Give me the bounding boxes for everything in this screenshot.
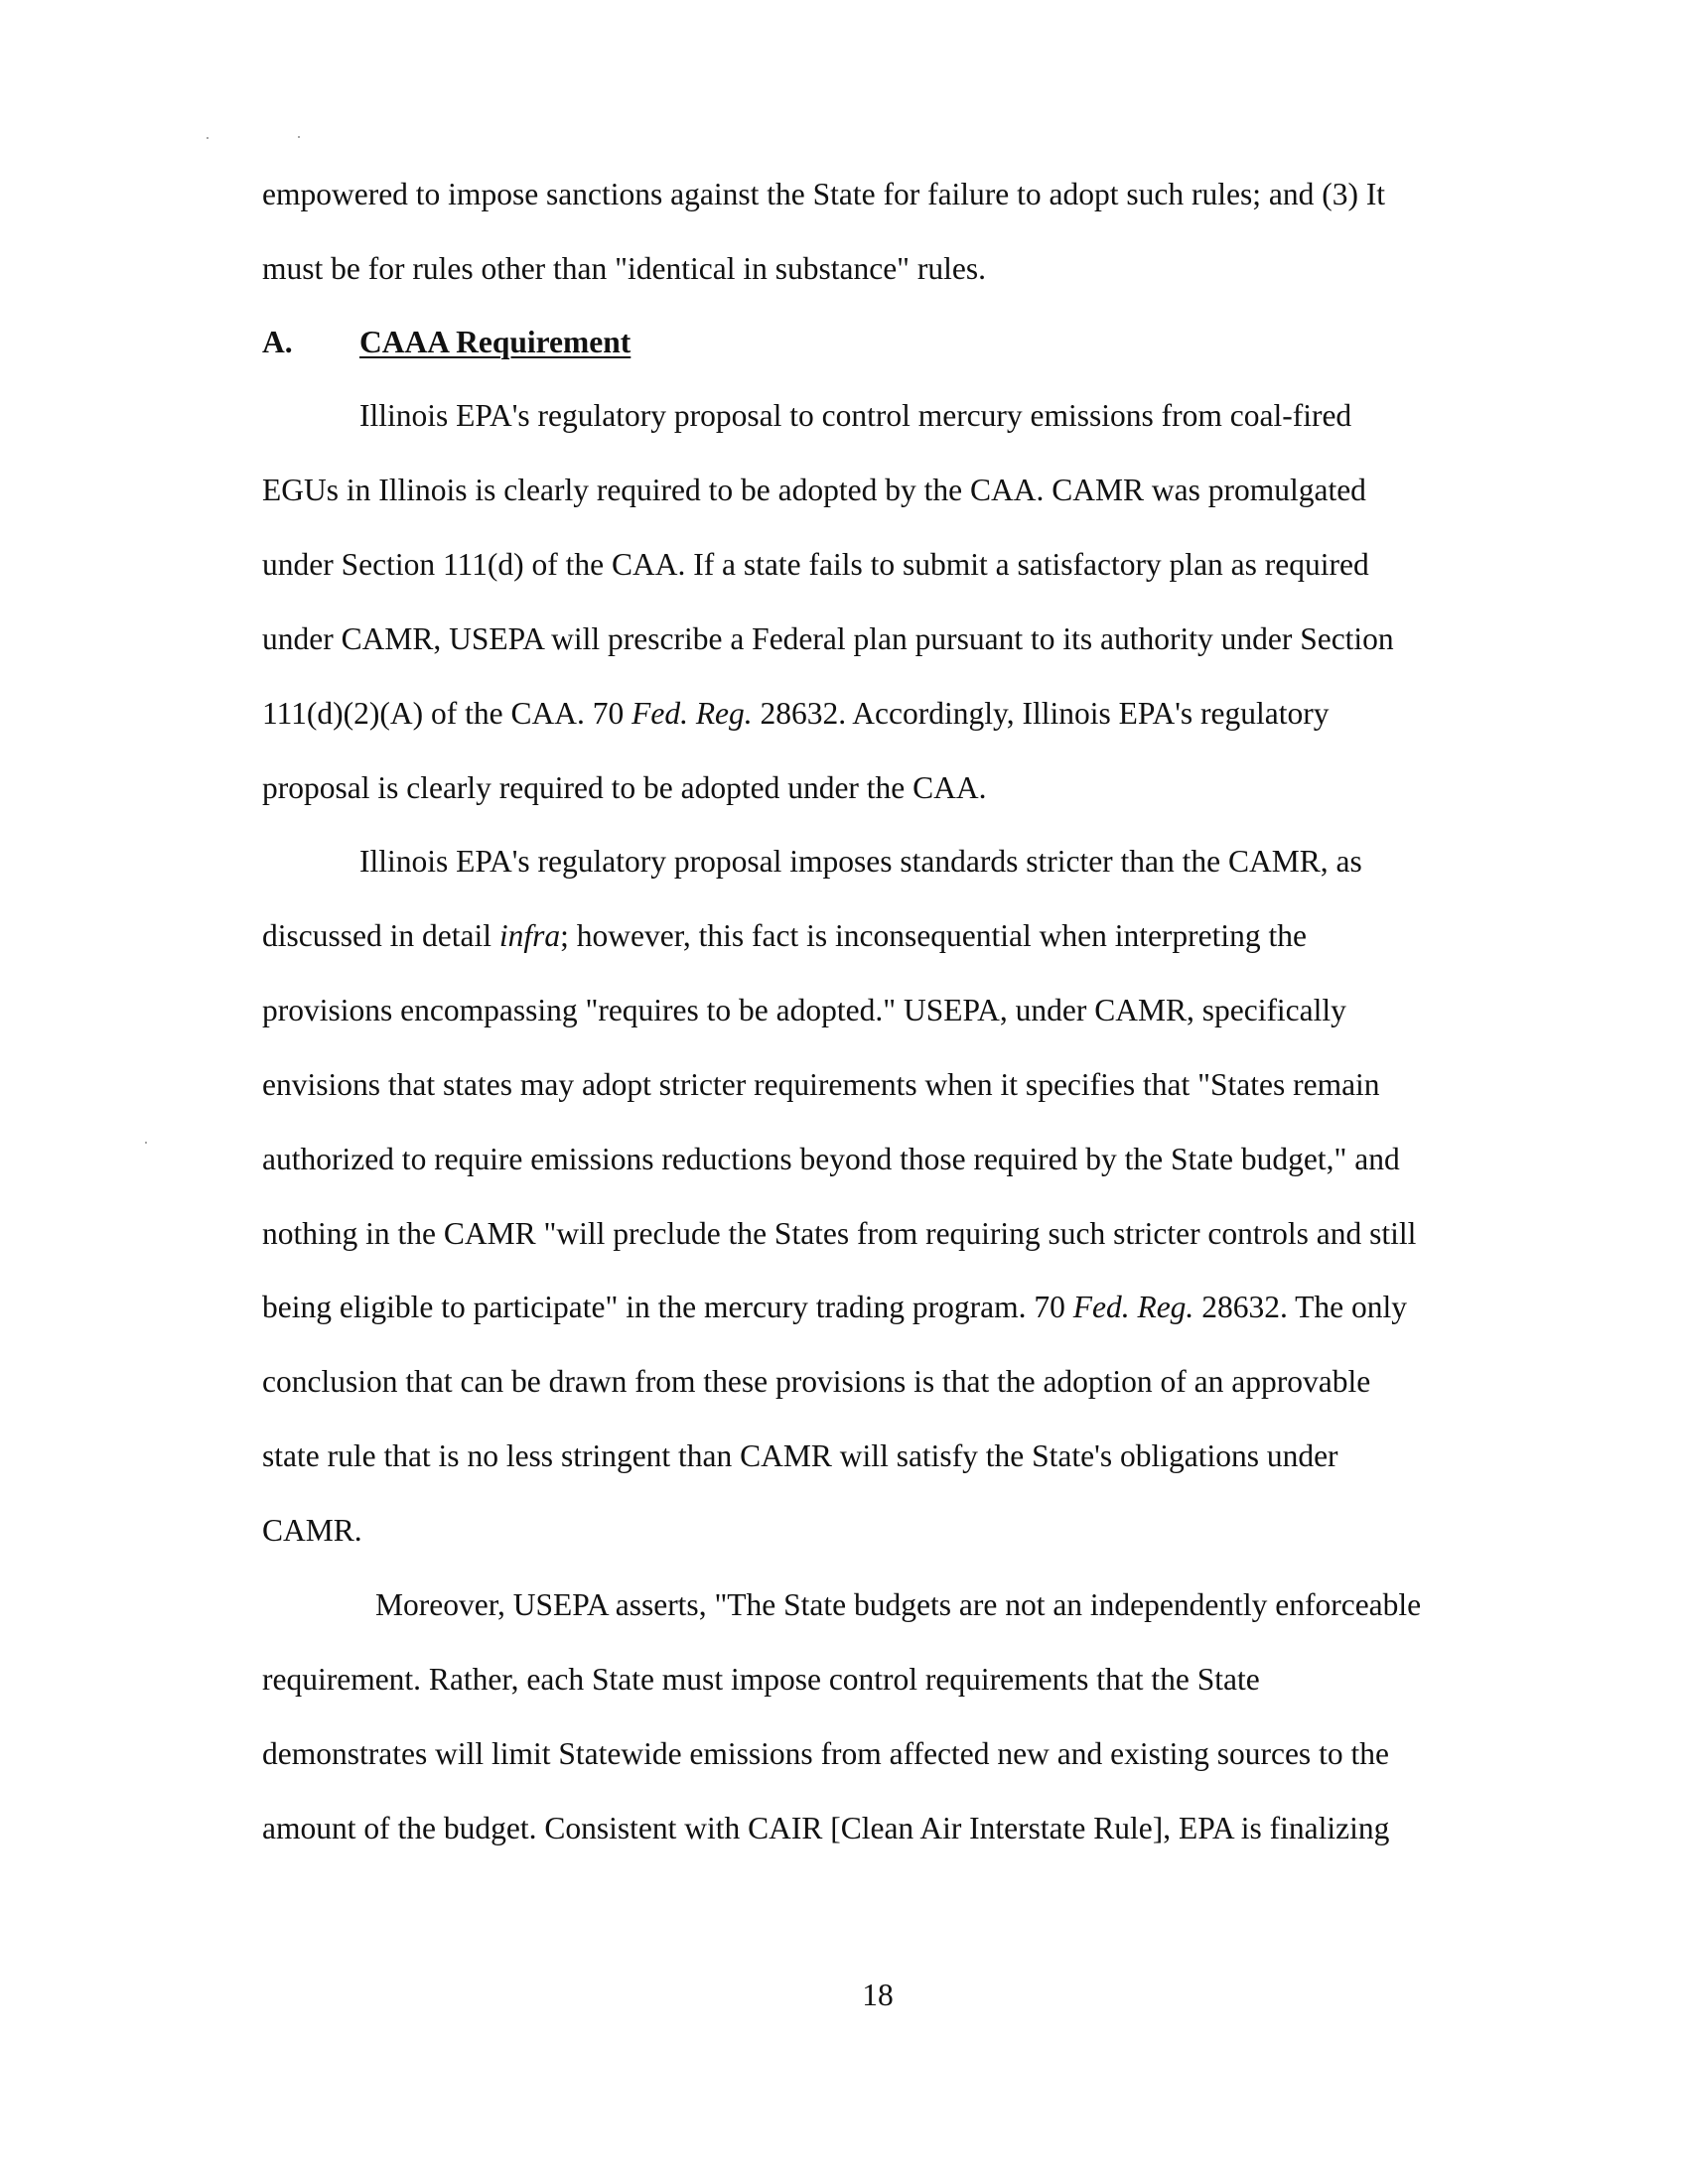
body-text-line: empowered to impose sanctions against the State for failure to adopt such rules; and (3) It — [262, 177, 1386, 211]
body-text-line: being eligible to participate" in the mercury trading program. 70 Fed. Reg. 28632. The only — [262, 1290, 1407, 1324]
body-text-line: discussed in detail infra; however, this fact is inconsequential when interpreting the — [262, 918, 1308, 953]
body-text-line: must be for rules other than "identical in substance" rules. — [262, 251, 987, 286]
body-text-line: Illinois EPA's regulatory proposal imposes standards stricter than the CAMR, as — [359, 844, 1362, 879]
scan-speck — [207, 137, 209, 139]
italic-citation: Fed. Reg. — [632, 696, 753, 731]
body-text-line: requirement. Rather, each State must impose control requirements that the State — [262, 1662, 1260, 1697]
italic-citation: infra — [498, 918, 561, 953]
page-number: 18 — [862, 1978, 894, 2012]
body-text-line: envisions that states may adopt stricter requirements when it specifies that "States remain — [262, 1067, 1380, 1102]
body-text-line: under CAMR, USEPA will prescribe a Federal plan pursuant to its authority under Section — [262, 621, 1394, 656]
body-text-line: nothing in the CAMR "will preclude the States from requiring such stricter controls and still — [262, 1216, 1417, 1251]
body-text-line: Illinois EPA's regulatory proposal to control mercury emissions from coal-fired — [359, 398, 1352, 433]
italic-citation: Fed. Reg. — [1072, 1290, 1194, 1324]
body-text-line: under Section 111(d) of the CAA. If a state fails to submit a satisfactory plan as required — [262, 547, 1369, 582]
scan-speck — [298, 136, 300, 138]
body-text-line: proposal is clearly required to be adopted under the CAA. — [262, 770, 987, 805]
body-text-line: demonstrates will limit Statewide emissions from affected new and existing sources to the — [262, 1736, 1389, 1771]
body-text-line: authorized to require emissions reductions beyond those required by the State budget," and — [262, 1142, 1400, 1176]
section-heading — [262, 323, 631, 362]
scan-speck — [145, 1142, 147, 1144]
section-number: A. — [262, 325, 293, 359]
body-text-line: amount of the budget. Consistent with CAIR [Clean Air Interstate Rule], EPA is finalizing — [262, 1811, 1390, 1845]
body-text-line: provisions encompassing "requires to be adopted." USEPA, under CAMR, specifically — [262, 993, 1346, 1027]
section-title: CAAA Requirement — [359, 325, 632, 359]
body-text-line: EGUs in Illinois is clearly required to be adopted by the CAA. CAMR was promulgated — [262, 473, 1366, 507]
body-text-line: CAMR. — [262, 1513, 362, 1548]
body-text-line: conclusion that can be drawn from these provisions is that the adoption of an approvable — [262, 1364, 1371, 1399]
body-text-line: state rule that is no less stringent than CAMR will satisfy the State's obligations under — [262, 1438, 1338, 1473]
body-text-line: 111(d)(2)(A) of the CAA. 70 Fed. Reg. 28632. Accordingly, Illinois EPA's regulatory — [262, 696, 1330, 731]
body-text-line: Moreover, USEPA asserts, "The State budgets are not an independently enforceable — [375, 1587, 1422, 1622]
